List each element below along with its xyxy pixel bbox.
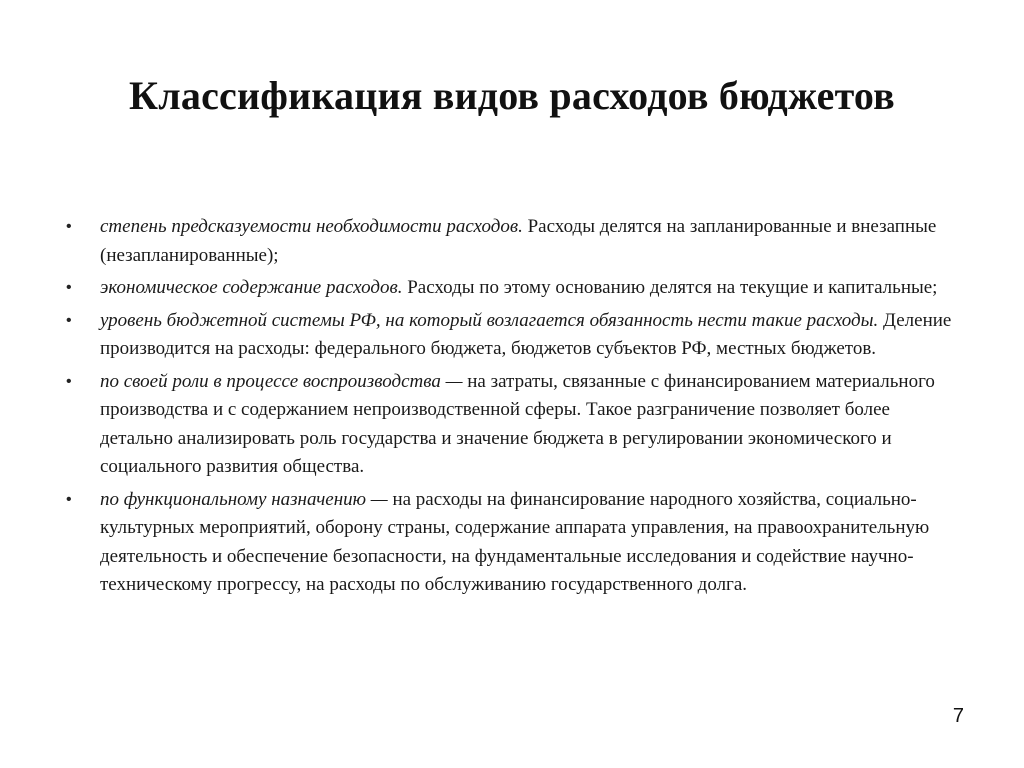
bullet-italic-phrase: степень предсказуемости необходимости расходов. — [100, 216, 523, 237]
bullet-italic-phrase: уровень бюджетной системы РФ, на который возлагается обязанность нести такие расходы. — [100, 309, 879, 331]
bullet-item-predictability — [66, 213, 966, 270]
page-number: 7 — [952, 705, 964, 727]
bullet-text: Расходы делятся на запланированные и внезапные (незапланированные); — [100, 216, 937, 266]
bullet-item-functional-purpose — [66, 486, 966, 600]
bullet-italic-phrase: по функциональному назначению — — [100, 488, 388, 510]
bullet-text: на затраты, связанные с финансированием материального производства и с содержанием непроизводственной сферы. Такое разграничение позволяет более детально анализировать роль государства и значение бюджета в регулировании экономического и социального развития общества. — [100, 370, 935, 477]
bullet-list — [66, 213, 966, 604]
slide-title: Классификация видов расходов бюджетов — [129, 73, 895, 118]
bullet-italic-phrase: экономическое содержание расходов. — [100, 277, 403, 298]
bullet-item-budget-level — [66, 307, 966, 364]
bullet-item-economic-content — [66, 274, 966, 303]
bullet-marker: • — [66, 218, 72, 235]
bullet-italic-phrase: по своей роли в процессе воспроизводства — — [100, 370, 463, 392]
bullet-marker: • — [66, 311, 72, 329]
bullet-text: на расходы на финансирование народного хозяйства, социально-культурных мероприятий, оборону страны, содержание аппарата управления, на правоохранительную деятельность и обеспечение безопасности, на фундаментальные исследования и содействие научно-техническому прогрессу, на расходы по обслуживанию государственного долга. — [100, 488, 930, 595]
bullet-text: Деление производится на расходы: федерального бюджета, бюджетов субъектов РФ, местных бюджетов. — [100, 309, 952, 359]
bullet-marker: • — [66, 372, 72, 390]
bullet-marker: • — [66, 490, 72, 508]
bullet-item-reproduction-role — [66, 368, 966, 482]
bullet-text: Расходы по этому основанию делятся на текущие и капитальные; — [402, 277, 938, 298]
bullet-marker: • — [66, 279, 72, 296]
